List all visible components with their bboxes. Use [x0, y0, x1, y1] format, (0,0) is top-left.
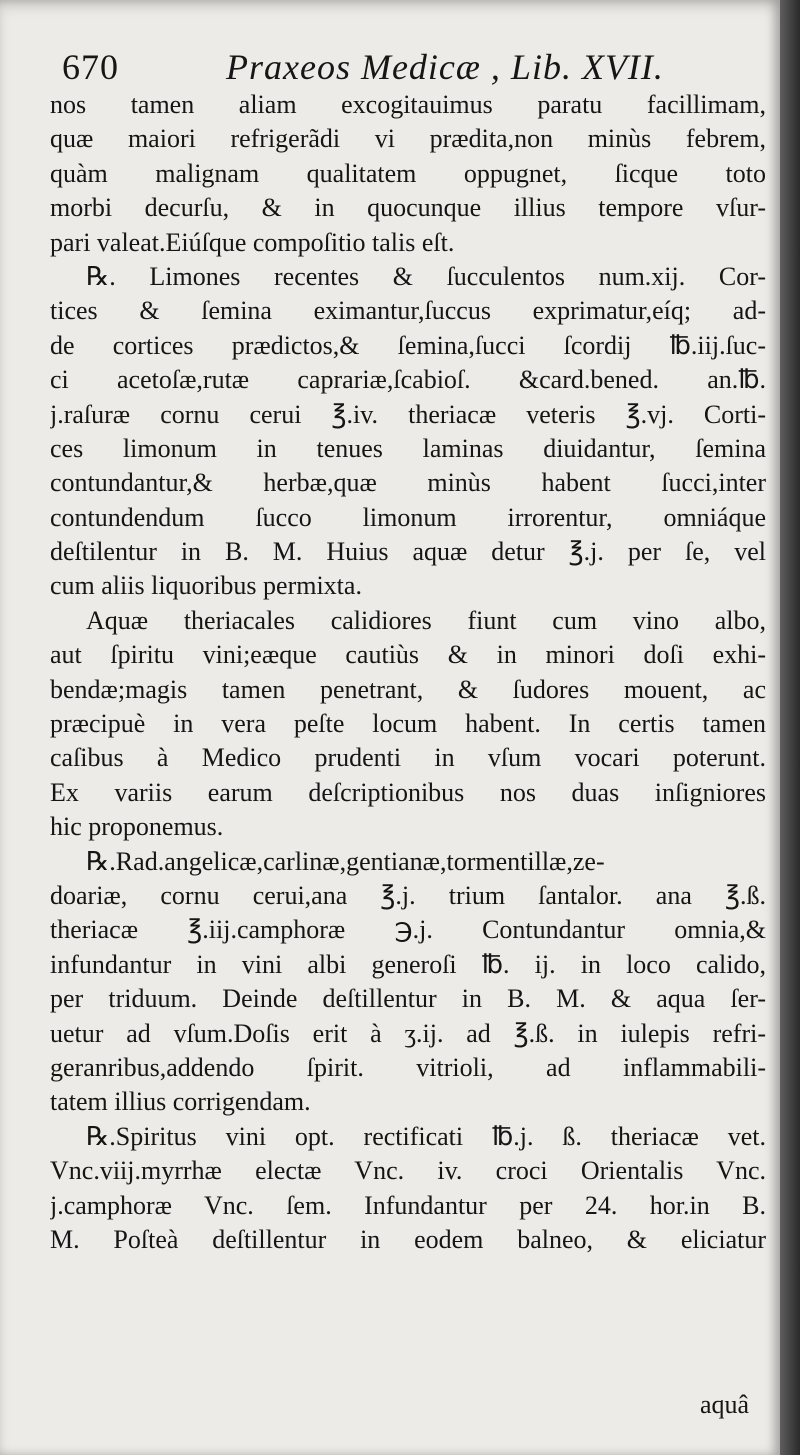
text-line: de cortices prædictos,& ſemina,ſucci ſcordij ℔.iij.ſuc- — [50, 330, 766, 360]
text-line: ces limonum in tenues laminas diuidantur, ſemina — [50, 433, 766, 463]
recipe-line: ℞. Limones recentes & ſucculentos num.xij. Cor- — [86, 261, 766, 291]
text-line: bendæ;magis tamen penetrant, & ſudores mouent, ac — [50, 674, 766, 704]
text-line: tatem illius corrigendam. — [50, 1087, 311, 1117]
paragraph-line: Aquæ theriacales calidiores fiunt cum vino albo, — [86, 605, 766, 635]
text-line: cum aliis liquoribus permixta. — [50, 571, 362, 601]
text-line: ci acetoſæ,rutæ caprariæ,ſcabioſ. &card.bened. an.℔. — [50, 365, 766, 395]
recipe-line: ℞.Rad.angelicæ,carlinæ,gentianæ,tormentillæ,ze- — [86, 846, 605, 876]
text-line: morbi decurſu, & in quocunque illius tempore vſur- — [50, 193, 766, 223]
text-line: quàm malignam qualitatem oppugnet, ſicque toto — [50, 158, 766, 188]
text-line: caſibus à Medico prudenti in vſum vocari poterunt. — [50, 743, 766, 773]
text-line: doariæ, cornu cerui,ana ℥.j. trium ſantalor. ana ℥.ß. — [50, 880, 766, 910]
body-text — [50, 88, 766, 1257]
text-line: theriacæ ℥.iij.camphoræ ℈.j. Contundantur omnia,& — [50, 915, 766, 945]
text-line: contundendum ſucco limonum irrorentur, omniáque — [50, 502, 766, 532]
text-line: j.camphoræ Vnc. ſem. Infundantur per 24. hor.in B. — [50, 1190, 766, 1220]
page-edge-shadow — [780, 0, 800, 1455]
text-line: nos tamen aliam excogitauimus paratu facillimam, — [50, 90, 766, 119]
text-line: infundantur in vini albi generoſi ℔. ij. in loco calido, — [50, 949, 766, 979]
text-line: Vnc.viij.myrrhæ electæ Vnc. iv. croci Orientalis Vnc. — [50, 1156, 766, 1186]
text-line: uetur ad vſum.Doſis erit à ʒ.ij. ad ℥.ß. in iulepis refri- — [50, 1018, 766, 1048]
recipe-line: ℞.Spiritus vini opt. rectificati ℔.j. ß. theriacæ vet. — [86, 1121, 766, 1151]
text-line: pari valeat.Eiúſque compoſitio talis eſt. — [50, 227, 455, 257]
text-line: tices & ſemina eximantur,ſuccus exprimatur,eíq; ad- — [50, 296, 766, 326]
text-line: præcipuè in vera peſte locum habent. In certis tamen — [50, 709, 766, 739]
text-line: contundantur,& herbæ,quæ minùs habent ſucci,inter — [50, 468, 766, 498]
text-line: hic proponemus. — [50, 812, 224, 842]
text-line: aut ſpiritu vini;eæque cautiùs & in minori doſi exhi- — [50, 640, 766, 670]
text-line: j.raſuræ cornu cerui ℥.iv. theriacæ veteris ℥.vj. Corti- — [50, 399, 766, 429]
running-title: Praxeos Medicæ , Lib. XVII. — [226, 47, 664, 87]
text-line: M. Poſteà deſtillentur in eodem balneo, & eliciatur — [50, 1224, 766, 1254]
text-line: deſtilentur in B. M. Huius aquæ detur ℥.j. per ſe, vel — [50, 537, 766, 567]
text-line: per triduum. Deinde deſtillentur in B. M. & aqua ſer- — [50, 984, 766, 1014]
text-line: quæ maiori refrigerãdi vi prædita,non minùs febrem, — [50, 124, 766, 154]
text-line: Ex variis earum deſcriptionibus nos duas inſigniores — [50, 777, 766, 807]
catchword: aquâ — [700, 1390, 750, 1419]
page-header — [56, 40, 756, 86]
page-number: 670 — [62, 47, 119, 87]
text-line: geranribus,addendo ſpirit. vitrioli, ad inflammabili- — [50, 1052, 766, 1082]
